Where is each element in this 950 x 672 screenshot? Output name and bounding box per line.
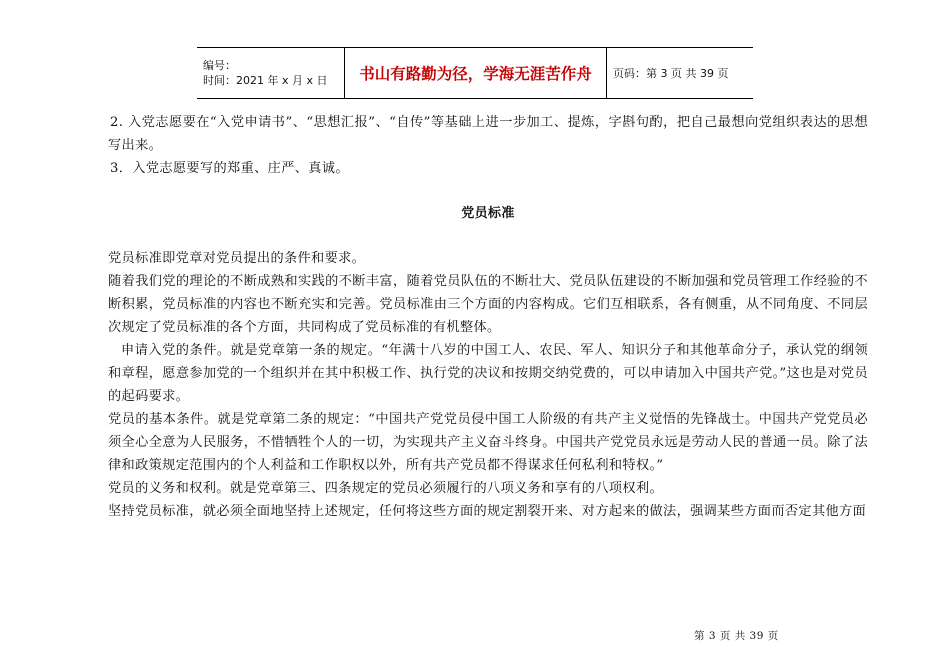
section-title: 党员标准 [461,206,515,221]
header-meta [197,48,344,98]
motto: 书山有路勤为径，学海无涯苦作舟 [359,65,592,83]
page-footer: 第 3 页 共 39 页 [694,630,779,642]
page-header [197,47,753,99]
time-label: 时间：2021 年 x 月 x 日 [203,74,328,87]
paragraph: 坚持党员标准，就必须全面地坚持上述规定，任何将这些方面的规定割裂开来、对方起来的做法，强调某些方面而否定其他方面 [108,504,867,519]
number-label: 编号： [203,59,236,72]
document-body [108,111,868,523]
header-page-code-cell [607,48,753,98]
paragraph: 随着我们党的理论的不断成熟和实践的不断丰富，随着党员队伍的不断壮大、党员队伍建设的不断加强和党员管理工作经验的不断积累，党员标准的内容也不断充实和完善。党员标准由三个方面的内容构成。它们互相联系，各有侧重，从不同角度、不同层次规定了党员标准的各个方面，共同构成了党员标准的有机整体。 [108,274,868,335]
paragraph: 党员标准即党章对党员提出的条件和要求。 [108,251,366,266]
header-motto-cell [344,48,607,98]
paragraph: 党员的义务和权利。就是党章第三、四条规定的党员必须履行的八项义务和享有的八项权利。 [108,481,664,496]
page-code: 页码：第 3 页 共 39 页 [613,67,729,80]
list-item: 3．入党志愿要写的郑重、庄严、真诚。 [110,161,349,176]
paragraph: 申请入党的条件。就是党章第一条的规定。“年满十八岁的中国工人、农民、军人、知识分子和其他革命分子，承认党的纲领和章程，愿意参加党的一个组织并在其中积极工作、执行党的决议和按期交纳党费的，可以申请加入中国共产党。”这也是对党员的起码要求。 [108,343,868,404]
paragraph: 党员的基本条件。就是党章第二条的规定：“中国共产党党员侵中国工人阶级的有共产主义觉悟的先锋战士。中国共产党党员必须全心全意为人民服务，不惜牺牲个人的一切，为实现共产主义奋斗终身。中国共产党党员永远是劳动人民的普通一员。除了法律和政策规定范围内的个人利益和工作职权以外，所有共产党员都不得谋求任何私利和特权。” [108,412,868,473]
list-item: 2. 入党志愿要在“入党申请书”、“思想汇报”、“自传”等基础上进一步加工、提炼，字斟句酌，把自己最想向党组织表达的思想写出来。 [108,115,868,153]
